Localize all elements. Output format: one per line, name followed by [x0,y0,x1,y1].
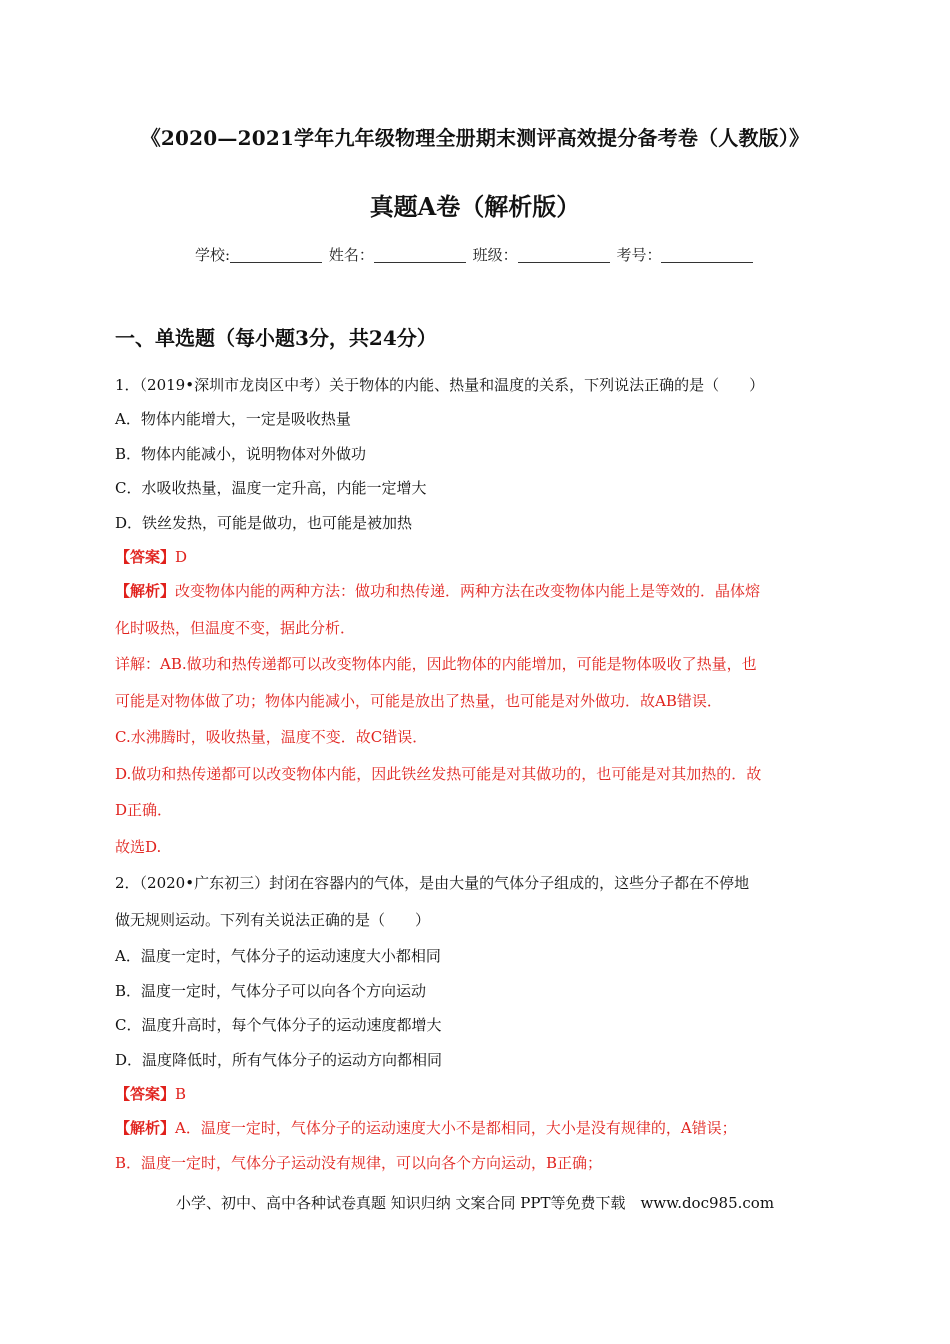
q2-answer-tag: 【答案】 [115,1084,176,1103]
name-blank [374,248,466,263]
school-label: 学校: [195,246,231,264]
q1-option-a: A．物体内能增大，一定是吸收热量 [115,410,351,429]
school-blank [230,248,322,263]
q1-analysis-tag: 【解析】 [115,582,176,601]
student-info-row [195,244,755,265]
q1-analysis-text: 改变物体内能的两种方法：做功和热传递．两种方法在改变物体内能上是等效的．晶体熔 [175,582,761,601]
q2-analysis-text: A．温度一定时，气体分子的运动速度大小不是都相同，大小是没有规律的，A错误； [175,1119,737,1138]
document-title: 《2020—2021学年九年级物理全册期末测评高效提分备考卷（人教版）》 [140,126,810,150]
q2-option-c: C．温度升高时，每个气体分子的运动速度都增大 [115,1016,442,1035]
section-heading: 一、单选题（每小题3分，共24分） [115,326,437,350]
q2-stem-line: 做无规则运动。下列有关说法正确的是（ ） [115,910,431,929]
exam-number-blank [661,248,753,263]
document-subtitle: 真题A卷（解析版） [369,192,581,221]
q2-answer [115,1081,840,1115]
q1-answer-value: D [175,547,188,566]
q1-option-c: C．水吸收热量，温度一定升高，内能一定增大 [115,479,427,498]
q2-option-a: A．温度一定时，气体分子的运动速度大小都相同 [115,947,441,966]
q2-analysis-line: B．温度一定时，气体分子运动没有规律，可以向各个方向运动，B正确； [115,1153,603,1172]
q1-option-d: D．铁丝发热，可能是做功，也可能是被加热 [115,513,413,532]
name-label: 姓名： [328,246,374,264]
q2-analysis-line [115,1115,840,1149]
exam-number-label: 考号： [616,246,662,264]
question-content [115,372,840,1184]
q1-stem: 1．（2019•深圳市龙岗区中考）关于物体的内能、热量和温度的关系，下列说法正确的是（ ） [115,376,765,394]
footer-text: 小学、初中、高中各种试卷真题 知识归纳 文案合同 PPT等免费下载 www.doc985.com [175,1194,775,1212]
q2-answer-value: B [175,1084,187,1103]
q1-analysis-line: 可能是对物体做了功；物体内能减小，可能是放出了热量，也可能是对外做功．故AB错误． [115,691,722,710]
q1-analysis-line: D正确． [115,801,173,820]
q2-option-d: D．温度降低时，所有气体分子的运动方向都相同 [115,1050,443,1069]
class-label: 班级： [472,246,518,264]
q1-analysis-line: 化时吸热，但温度不变，据此分析． [115,618,356,637]
q1-option-b: B．物体内能减小，说明物体对外做功 [115,444,367,463]
q2-stem-line: 2．（2020•广东初三）封闭在容器内的气体，是由大量的气体分子组成的，这些分子都在不停地 [115,874,750,893]
q1-analysis-line: D.做功和热传递都可以改变物体内能，因此铁丝发热可能是对其做功的，也可能是对其加热的．故 [115,764,762,783]
class-blank [518,248,610,263]
q2-analysis-tag: 【解析】 [115,1119,176,1138]
q1-analysis-line [115,578,840,615]
q1-analysis-line: 故选D. [115,837,162,856]
q2-option-b: B．温度一定时，气体分子可以向各个方向运动 [115,981,427,1000]
q1-analysis-line: C.水沸腾时，吸收热量，温度不变．故C错误． [115,728,428,747]
q1-answer-tag: 【答案】 [115,547,176,566]
q1-analysis-line: 详解：AB.做功和热传递都可以改变物体内能，因此物体的内能增加，可能是物体吸收了热量，也 [115,655,757,674]
q1-answer [115,544,840,578]
